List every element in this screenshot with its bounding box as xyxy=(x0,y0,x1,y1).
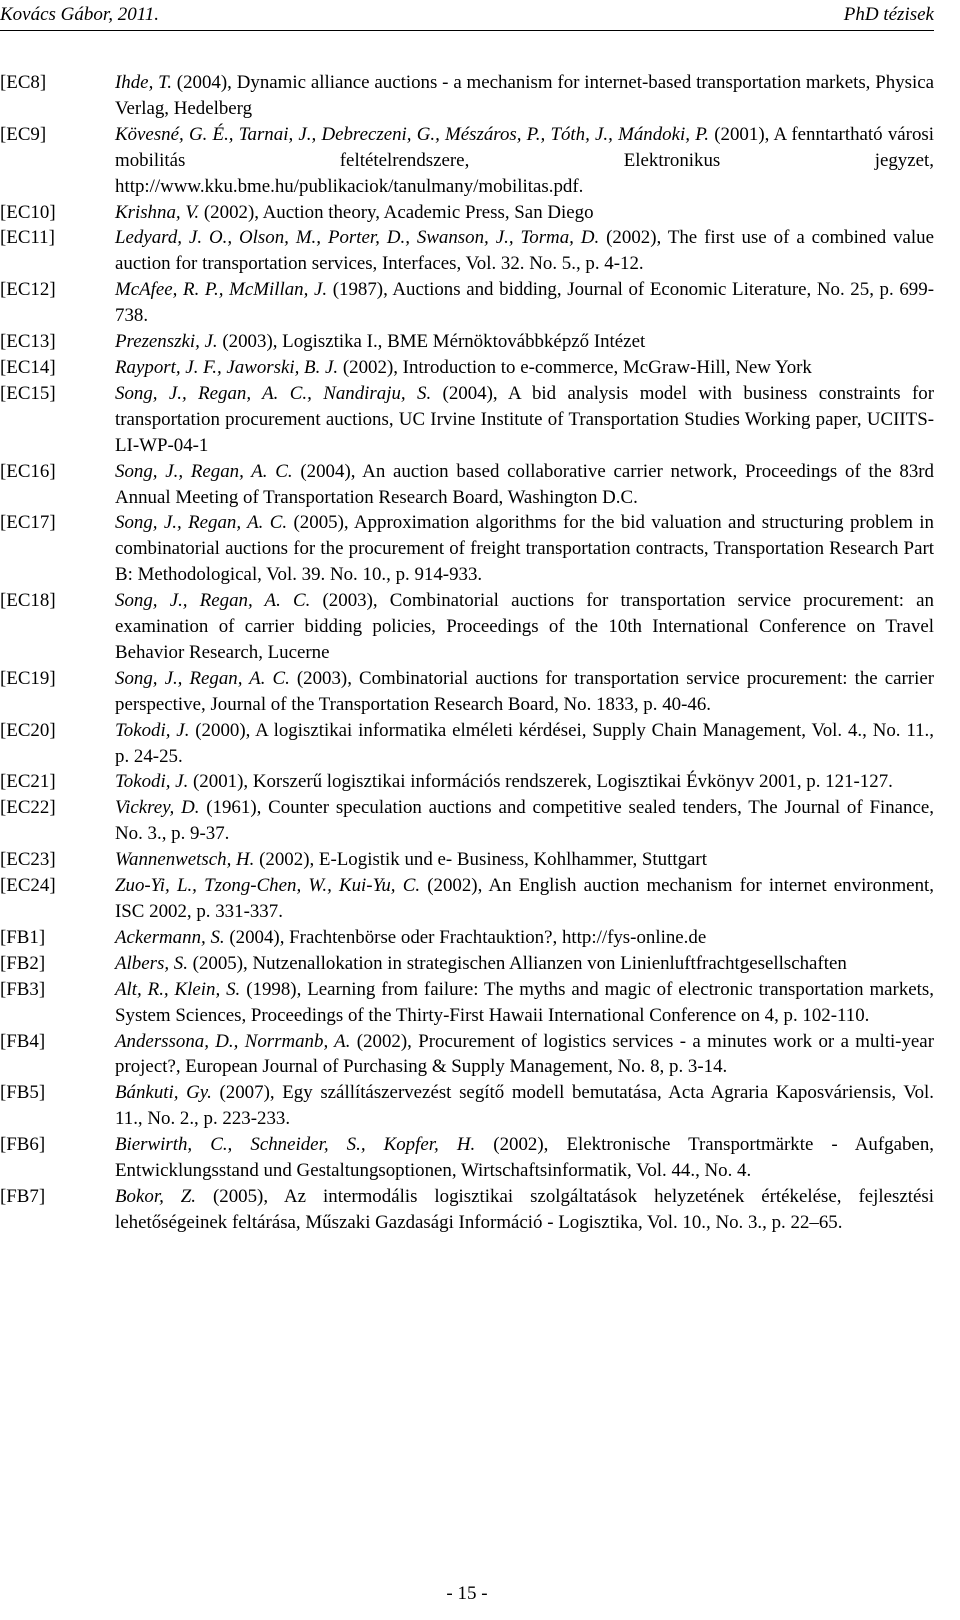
reference-text xyxy=(115,1184,934,1236)
reference-authors: Tokodi, J. xyxy=(115,771,189,793)
reference-text xyxy=(115,925,934,951)
page-number: - 15 - xyxy=(446,1583,488,1604)
reference-authors: Zuo-Yi, L., Tzong-Chen, W., Kui-Yu, C. xyxy=(115,875,421,897)
reference-text xyxy=(115,666,934,718)
reference-entry xyxy=(0,925,934,951)
reference-entry xyxy=(0,769,934,795)
reference-details: (1961), Counter speculation auctions and competitive sealed tenders, The Journal of Finance, No. 3., p. 9-37. xyxy=(115,797,934,845)
reference-entry xyxy=(0,951,934,977)
reference-entry xyxy=(0,873,934,925)
reference-entry xyxy=(0,70,934,122)
reference-label: [EC13] xyxy=(0,331,56,353)
reference-entry xyxy=(0,122,934,200)
reference-authors: Song, J., Regan, A. C. xyxy=(115,590,311,612)
reference-label: [EC19] xyxy=(0,667,56,689)
reference-list xyxy=(0,70,934,1236)
reference-details: (1998), Learning from failure: The myths and magic of electronic transportation markets, System Sciences, Proceedings of the Thirty-First Hawaii International Conference on 4, p. 102-110. xyxy=(115,978,935,1026)
reference-label: [FB7] xyxy=(0,1185,46,1207)
reference-authors: Bánkuti, Gy. xyxy=(115,1082,212,1104)
reference-label: [FB6] xyxy=(0,1134,46,1156)
reference-details: (2003), Logisztika I., BME Mérnöktovábbképző Intézet xyxy=(217,331,646,353)
reference-details: (2001), A fenntartható városi mobilitás feltételrendszere, Elektronikus jegyzet, http://www.kku.bme.hu/publikaciok/tanulmany/mobilitas.pdf. xyxy=(115,123,934,197)
reference-text xyxy=(115,873,934,925)
reference-entry xyxy=(0,977,934,1029)
reference-entry xyxy=(0,459,934,511)
reference-text xyxy=(115,200,934,226)
reference-entry xyxy=(0,381,934,459)
reference-text xyxy=(115,795,934,847)
reference-text xyxy=(115,769,934,795)
reference-authors: Ackermann, S. xyxy=(115,926,225,948)
reference-text xyxy=(115,718,934,770)
reference-entry xyxy=(0,718,934,770)
reference-entry xyxy=(0,277,934,329)
reference-label: [EC18] xyxy=(0,590,56,612)
reference-entry xyxy=(0,510,934,588)
header-author-year: Kovács Gábor, 2011. xyxy=(0,4,160,25)
reference-details: (2004), A bid analysis model with business constraints for transportation procurement auctions, UC Irvine Institute of Transportation Studies Working paper, UCIITS-LI-WP-04-1 xyxy=(115,382,934,456)
reference-details: (2007), Egy szállítászervezést segítő modell bemutatása, Acta Agraria Kaposváriensis, Vol. 11., No. 2., p. 223-233. xyxy=(115,1082,934,1130)
reference-details: (2002), An English auction mechanism for internet environment, ISC 2002, p. 331-337. xyxy=(115,875,934,922)
reference-label: [EC9] xyxy=(0,123,47,145)
reference-text xyxy=(115,277,934,329)
reference-details: (2004), Dynamic alliance auctions - a mechanism for internet-based transportation markets, Physica Verlag, Hedelberg xyxy=(115,72,935,119)
reference-authors: Song, J., Regan, A. C., Nandiraju, S. xyxy=(115,382,432,404)
reference-label: [FB1] xyxy=(0,926,46,948)
reference-details: (2005), Az intermodális logisztikai szolgáltatások helyzetének értékelése, fejlesztési lehetőségeinek feltárása, Műszaki Gazdasági Információ - Logisztika, Vol. 10., No. 3., p. 22–65. xyxy=(115,1185,934,1233)
reference-details: (2005), Approximation algorithms for the bid valuation and structuring problem in combinatorial auctions for the procurement of freight transportation contracts, Transportation Research Part B: Methodological, Vol. 39. No. 10., p. 914-933. xyxy=(115,512,934,586)
reference-details: (2002), Introduction to e-commerce, McGraw-Hill, New York xyxy=(338,356,812,378)
reference-text xyxy=(115,122,934,200)
reference-label: [FB3] xyxy=(0,978,46,1000)
reference-details: (2003), Combinatorial auctions for transportation service procurement: an examination of carrier bidding policies, Proceedings of the 10th International Conference on Travel Behavior Research, Lucerne xyxy=(115,590,934,663)
reference-authors: Ihde, T. xyxy=(115,72,172,93)
reference-authors: Vickrey, D. xyxy=(115,797,200,819)
reference-authors: Song, J., Regan, A. C. xyxy=(115,667,290,689)
reference-label: [EC17] xyxy=(0,512,56,534)
reference-label: [EC12] xyxy=(0,279,56,301)
reference-label: [EC14] xyxy=(0,356,56,378)
reference-entry xyxy=(0,329,934,355)
reference-entry xyxy=(0,225,934,277)
reference-details: (2005), Nutzenallokation in strategischen Allianzen von Linienluftfrachtgesellschaften xyxy=(187,952,847,974)
reference-text xyxy=(115,329,934,355)
reference-label: [FB4] xyxy=(0,1030,46,1052)
reference-entry xyxy=(0,355,934,381)
reference-authors: Song, J., Regan, A. C. xyxy=(115,460,293,482)
reference-label: [EC8] xyxy=(0,72,47,93)
reference-authors: Kövesné, G. É., Tarnai, J., Debreczeni, G., Mészáros, P., Tóth, J., Mándoki, P. xyxy=(115,123,710,145)
reference-details: (1987), Auctions and bidding, Journal of Economic Literature, No. 25, p. 699-738. xyxy=(115,279,934,327)
reference-entry xyxy=(0,1080,934,1132)
reference-details: (2002), The first use of a combined value auction for transportation services, Interfaces, Vol. 32. No. 5., p. 4-12. xyxy=(115,227,934,275)
header-document-type: PhD tézisek xyxy=(843,4,934,25)
reference-authors: Prezenszki, J. xyxy=(115,331,218,353)
reference-label: [EC16] xyxy=(0,460,56,482)
reference-text xyxy=(115,977,934,1029)
reference-details: (2004), Frachtenbörse oder Frachtauktion?, http://fys-online.de xyxy=(224,926,707,948)
reference-entry xyxy=(0,1029,934,1081)
reference-entry xyxy=(0,795,934,847)
reference-authors: Bierwirth, C., Schneider, S., Kopfer, H. xyxy=(115,1134,476,1156)
reference-text xyxy=(115,1132,934,1184)
reference-authors: Rayport, J. F., Jaworski, B. J. xyxy=(115,356,339,378)
reference-entry xyxy=(0,1132,934,1184)
reference-details: (2003), Combinatorial auctions for transportation service procurement: the carrier perspective, Journal of the Transportation Research Board, No. 1833, p. 40-46. xyxy=(115,667,934,715)
reference-text xyxy=(115,588,934,666)
reference-details: (2002), Procurement of logistics services - a minutes work or a multi-year project?, European Journal of Purchasing & Supply Management, No. 8, p. 3-14. xyxy=(115,1030,934,1078)
reference-label: [EC21] xyxy=(0,771,56,793)
reference-text xyxy=(115,225,934,277)
reference-details: (2002), Elektronische Transportmärkte - Aufgaben, Entwicklungsstand und Gestaltungsoptionen, Wirtschaftsinformatik, Vol. 44., No. 4. xyxy=(115,1134,934,1182)
reference-details: (2002), E-Logistik und e- Business, Kohlhammer, Stuttgart xyxy=(254,849,707,871)
reference-label: [EC24] xyxy=(0,875,56,897)
reference-label: [EC15] xyxy=(0,382,56,404)
reference-details: (2001), Korszerű logisztikai információs rendszerek, Logisztikai Évkönyv 2001, p. 121-127. xyxy=(188,771,893,793)
reference-entry xyxy=(0,200,934,226)
reference-label: [EC11] xyxy=(0,227,55,249)
reference-text xyxy=(115,847,934,873)
reference-text xyxy=(115,1080,934,1132)
reference-authors: Alt, R., Klein, S. xyxy=(115,978,241,1000)
reference-authors: McAfee, R. P., McMillan, J. xyxy=(115,279,328,301)
reference-text xyxy=(115,381,934,459)
reference-details: (2000), A logisztikai informatika elméleti kérdései, Supply Chain Management, Vol. 4., No. 11., p. 24-25. xyxy=(115,719,934,767)
reference-authors: Bokor, Z. xyxy=(115,1185,196,1207)
reference-details: (2004), An auction based collaborative carrier network, Proceedings of the 83rd Annual Meeting of Transportation Research Board, Washington D.C. xyxy=(115,460,935,508)
reference-entry xyxy=(0,847,934,873)
reference-label: [EC23] xyxy=(0,849,56,871)
reference-authors: Albers, S. xyxy=(115,952,188,974)
reference-entry xyxy=(0,588,934,666)
reference-text xyxy=(115,1029,934,1081)
reference-entry xyxy=(0,1184,934,1236)
reference-details: (2002), Auction theory, Academic Press, San Diego xyxy=(199,201,594,223)
reference-authors: Tokodi, J. xyxy=(115,719,190,741)
reference-label: [EC20] xyxy=(0,719,56,741)
reference-authors: Krishna, V. xyxy=(115,201,200,223)
reference-label: [FB2] xyxy=(0,952,46,974)
reference-authors: Anderssona, D., Norrmanb, A. xyxy=(115,1030,351,1052)
reference-entry xyxy=(0,666,934,718)
reference-text xyxy=(115,70,934,122)
reference-text xyxy=(115,510,934,588)
reference-label: [EC22] xyxy=(0,797,56,819)
reference-text xyxy=(115,355,934,381)
reference-authors: Song, J., Regan, A. C. xyxy=(115,512,288,534)
reference-label: [EC10] xyxy=(0,201,56,223)
reference-text xyxy=(115,951,934,977)
reference-text xyxy=(115,459,934,511)
page-header xyxy=(0,0,934,31)
reference-label: [FB5] xyxy=(0,1082,46,1104)
reference-authors: Wannenwetsch, H. xyxy=(115,849,255,871)
reference-authors: Ledyard, J. O., Olson, M., Porter, D., Swanson, J., Torma, D. xyxy=(115,227,600,249)
